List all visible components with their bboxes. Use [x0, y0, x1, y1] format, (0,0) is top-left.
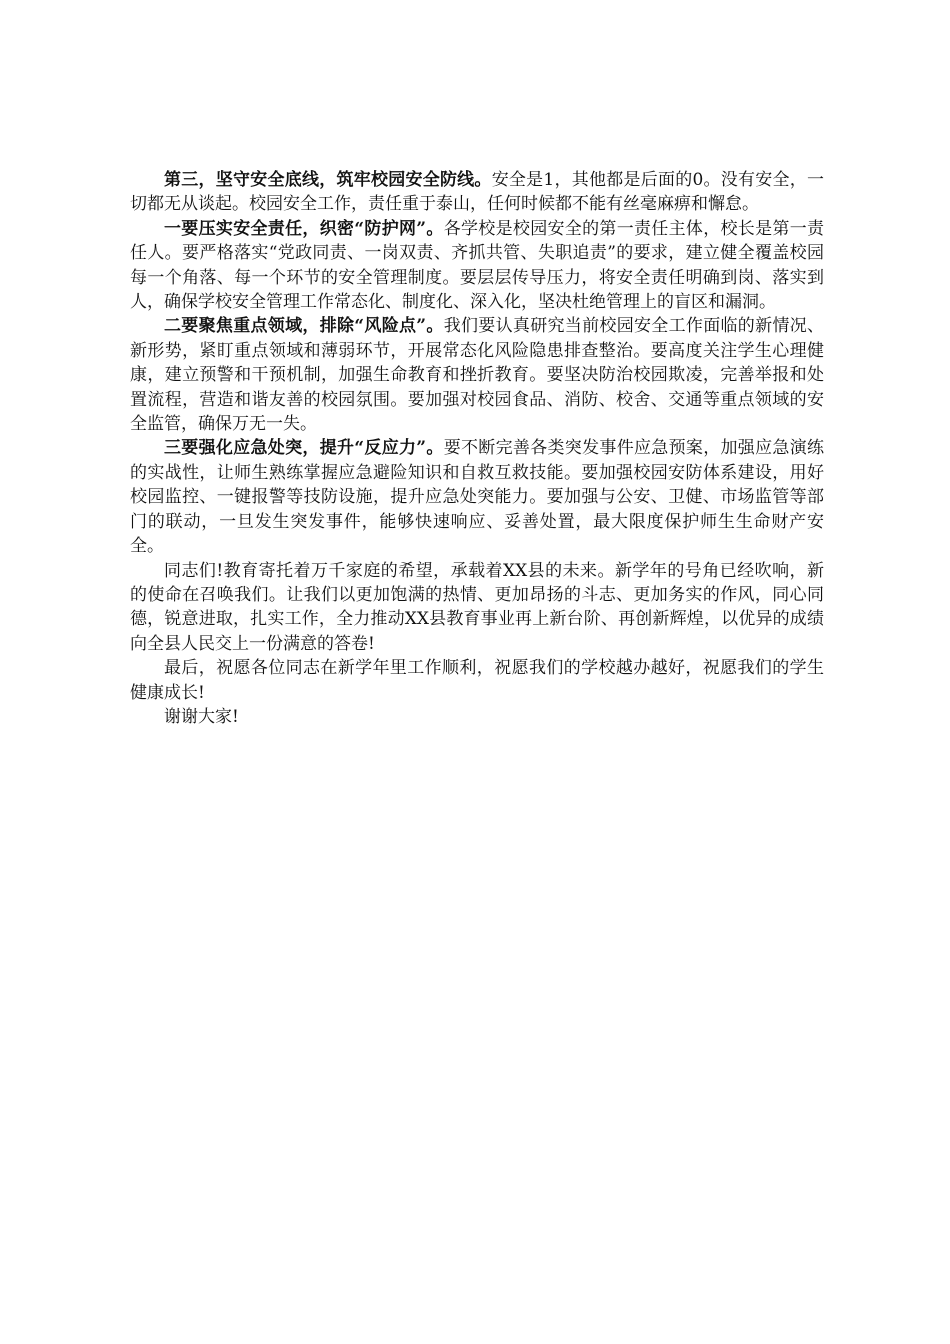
paragraph-heading: 第三，坚守安全底线，筑牢校园安全防线。 — [164, 170, 492, 190]
paragraph-thanks — [130, 705, 824, 729]
document-body — [130, 168, 824, 729]
paragraph-safety-bottom-line — [130, 168, 824, 217]
paragraph-emergency-response — [130, 436, 824, 558]
paragraph-safety-responsibility — [130, 217, 824, 315]
paragraph-text: 要不断完善各类突发事件应急预案，加强应急演练的实战性，让师生熟练掌握应急避险知识和自救互救技能。要加强校园安防体系建设，用好校园监控、一键报警等技防设施，提升应急处突能力。要加强与公安、卫健、市场监管等部门的联动，一旦发生突发事件，能够快速响应、妥善处置，最大限度保护师生生命财产安全。 — [130, 438, 825, 557]
paragraph-heading: 一要压实安全责任，织密“防护网”。 — [164, 218, 444, 239]
paragraph-text: 我们要认真研究当前校园安全工作面临的新情况、新形势，紧盯重点领域和薄弱环节，开展常态化风险隐患排查整治。要高度关注学生心理健康，建立预警和干预机制，加强生命教育和挫折教育。要坚决防治校园欺凌，完善举报和处置流程，营造和谐友善的校园氛围。要加强对校园食品、消防、校舍、交通等重点领域的安全监管，确保万无一失。 — [130, 316, 825, 435]
paragraph-text: 最后，祝愿各位同志在新学年里工作顺利，祝愿我们的学校越办越好，祝愿我们的学生健康成长! — [130, 658, 824, 703]
paragraph-comrades — [130, 559, 824, 657]
paragraph-text: 各学校是校园安全的第一责任主体，校长是第一责任人。要严格落实“党政同责、一岗双责、齐抓共管、失职追责”的要求，建立健全覆盖校园每一个角落、每一个环节的安全管理制度。要层层传导压力，将安全责任明确到岗、落实到人，确保学校安全管理工作常态化、制度化、深入化，坚决杜绝管理上的盲区和漏洞。 — [130, 218, 825, 313]
paragraph-text: 同志们!教育寄托着万千家庭的希望，承载着XX县的未来。新学年的号角已经吹响，新的使命在召唤我们。让我们以更加饱满的热情、更加昂扬的斗志、更加务实的作风，同心同德，锐意进取，扎实工作，全力推动XX县教育事业再上新台阶、再创新辉煌，以优异的成绩向全县人民交上一份满意的答卷! — [130, 560, 824, 654]
paragraph-text: 安全是1，其他都是后面的0。没有安全，一切都无从谈起。校园安全工作，责任重于泰山，任何时候都不能有丝毫麻痹和懈怠。 — [130, 170, 824, 215]
paragraph-key-areas — [130, 314, 824, 436]
paragraph-heading: 二要聚焦重点领域，排除“风险点”。 — [164, 316, 444, 337]
paragraph-text: 谢谢大家! — [164, 706, 239, 727]
paragraph-heading: 三要强化应急处突，提升“反应力”。 — [164, 438, 444, 459]
paragraph-wishes — [130, 656, 824, 705]
